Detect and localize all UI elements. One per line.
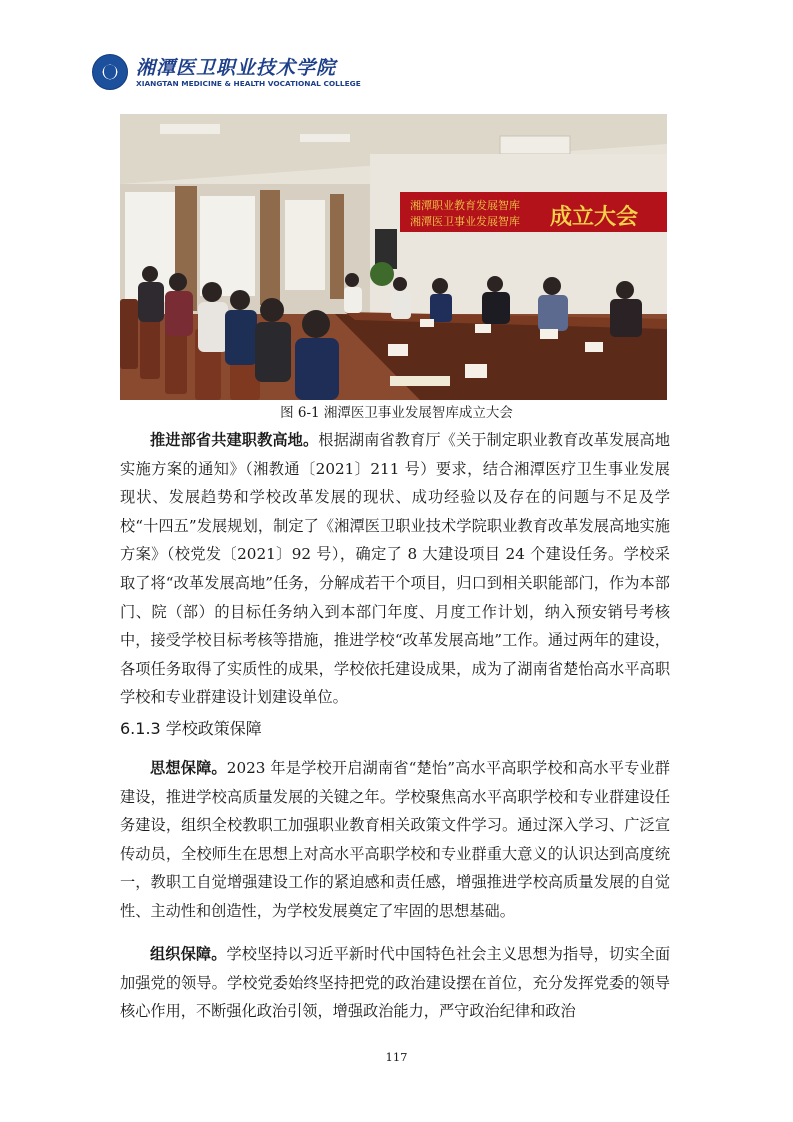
paragraph-organizational	[120, 940, 670, 1026]
figure-caption: 图 6-1 湘潭医卫事业发展智库成立大会	[280, 405, 513, 421]
paragraph-lead: 组织保障。	[150, 945, 227, 963]
page-header	[92, 52, 412, 96]
section-heading: 6.1.3 学校政策保障	[120, 719, 262, 738]
banner-main: 成立大会	[550, 205, 639, 230]
school-logo-icon	[92, 54, 128, 90]
banner-line1: 湘潭职业教育发展智库	[410, 199, 520, 212]
paragraph-high-ground	[120, 426, 670, 712]
school-name-en: XIANGTAN MEDICINE & HEALTH VOCATIONAL COLLEGE	[136, 79, 361, 88]
page-number: 117	[385, 1050, 408, 1064]
paragraph-lead: 思想保障。	[150, 759, 227, 777]
school-name-cn: 湘潭医卫职业技术学院	[136, 57, 337, 79]
paragraph-text: 根据湖南省教育厅《关于制定职业教育改革发展高地实施方案的通知》（湘教通〔2021〕211 号）要求，结合湘潭医疗卫生事业发展现状、发展趋势和学校改革发展的现状、成功经验以及存在的问题与不足及学校“十四五”发展规划，制定了《湘潭医卫职业技术学院职业教育改革发展高地实施方案》（校党发〔2021〕92 号），确定了 8 大建设项目 24 个建设任务。学校采取了将“改革发展高地”任务，分解成若干个项目，归口到相关职能部门，作为本部门、院（部）的目标任务纳入到本部门年度、月度工作计划，纳入预安销号考核中，接受学校目标考核等措施，推进学校“改革发展高地”工作。通过两年的建设，各项任务取得了实质性的成果，学校依托建设成果，成为了湖南省楚怡高水平高职学校和专业群建设计划建设单位。	[120, 431, 671, 707]
meeting-photo-illustration	[120, 114, 667, 400]
paragraph-ideological	[120, 754, 670, 926]
paragraph-text: 学校坚持以习近平新时代中国特色社会主义思想为指导，切实全面加强党的领导。学校党委始终坚持把党的政治建设摆在首位，充分发挥党委的领导核心作用，不断强化政治引领，增强政治能力，严守政治纪律和政治	[120, 945, 671, 1021]
banner-line2: 湘潭医卫事业发展智库	[410, 215, 520, 228]
paragraph-text: 2023 年是学校开启湖南省“楚怡”高水平高职学校和高水平专业群建设，推进学校高质量发展的关键之年。学校聚焦高水平高职学校和专业群建设任务建设，组织全校教职工加强职业教育相关政策文件学习。通过深入学习、广泛宣传动员，全校师生在思想上对高水平高职学校和专业群重大意义的认识达到高度统一，教职工自觉增强建设工作的紧迫感和责任感，增强推进学校高质量发展的自觉性、主动性和创造性，为学校发展奠定了牢固的思想基础。	[120, 759, 670, 920]
meeting-photo	[120, 114, 667, 400]
paragraph-lead: 推进部省共建职教高地。	[150, 431, 319, 449]
